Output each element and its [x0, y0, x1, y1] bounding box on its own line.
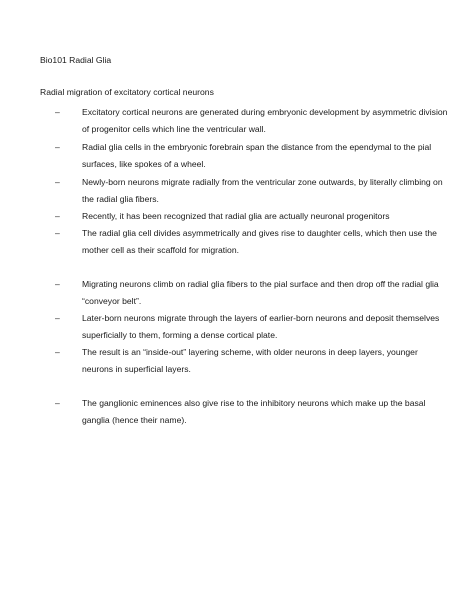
bullet-text: Migrating neurons climb on radial glia fibers to the pial surface and then drop off the radial glia “conveyor belt”. — [82, 279, 439, 306]
dash-bullet-icon: – — [55, 398, 60, 408]
bullet-text: Radial glia cells in the embryonic forebrain span the distance from the ependymal to the pial surfaces, like spokes of a wheel. — [82, 142, 432, 169]
dash-bullet-icon: – — [55, 279, 60, 289]
bullet-text: Later-born neurons migrate through the layers of earlier-born neurons and deposit themselves superficially to them, forming a dense cortical plate. — [82, 313, 440, 340]
bullet-text: The result is an “inside-out” layering scheme, with older neurons in deep layers, younger neurons in superficial layers. — [82, 347, 418, 374]
dash-bullet-icon: – — [55, 211, 60, 221]
dash-bullet-icon: – — [55, 177, 60, 187]
bullet-text: Excitatory cortical neurons are generated during embryonic development by asymmetric division of progenitor cells which line the ventricular wall. — [82, 107, 448, 134]
dash-bullet-icon: – — [55, 107, 60, 117]
bullet-text: Recently, it has been recognized that radial glia are actually neuronal progenitors — [82, 211, 390, 221]
bullet-item — [55, 276, 450, 310]
dash-bullet-icon: – — [55, 313, 60, 323]
bullet-text: The ganglionic eminences also give rise to the inhibitory neurons which make up the basal ganglia (hence their name). — [82, 398, 426, 425]
bullet-item — [55, 395, 450, 429]
dash-bullet-icon: – — [55, 142, 60, 152]
bullet-item — [55, 310, 450, 344]
dash-bullet-icon: – — [55, 347, 60, 357]
document-title: Bio101 Radial Glia — [40, 55, 112, 65]
dash-bullet-icon: – — [55, 228, 60, 238]
bullet-item — [55, 225, 450, 259]
bullet-item — [55, 344, 450, 378]
bullet-item — [55, 174, 450, 208]
bullet-item — [55, 208, 450, 225]
bullet-text: Newly-born neurons migrate radially from the ventricular zone outwards, by literally climbing on the radial glia fibers. — [82, 177, 443, 204]
bullet-text: The radial glia cell divides asymmetrically and gives rise to daughter cells, which then use the mother cell as their scaffold for migration. — [82, 228, 437, 255]
bullet-item — [55, 139, 450, 173]
bullet-item — [55, 104, 450, 138]
section-heading: Radial migration of excitatory cortical neurons — [40, 87, 214, 97]
